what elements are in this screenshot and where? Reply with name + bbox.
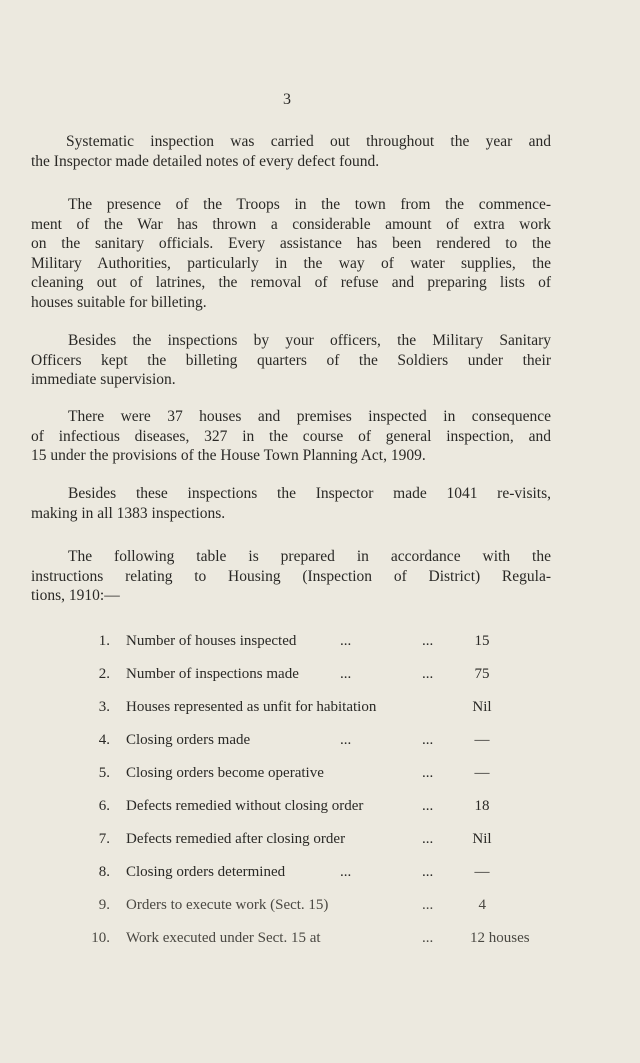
row-leader-dots: ... bbox=[422, 666, 434, 682]
row-leader-dots: ... bbox=[422, 930, 434, 946]
text-line: Besides these inspections the Inspector made 1041 re-visits, bbox=[68, 485, 551, 502]
text-line: The presence of the Troops in the town from the commence- bbox=[68, 196, 551, 213]
text-line: Military Authorities, particularly in the way of water supplies, the bbox=[31, 254, 551, 272]
text-line: making in all 1383 inspections. bbox=[31, 504, 226, 522]
paragraph-troops bbox=[31, 195, 551, 312]
table-row bbox=[80, 666, 560, 688]
text-line: 15 under the provisions of the House Town Planning Act, 1909. bbox=[31, 447, 426, 464]
row-leader-dots: ... bbox=[422, 897, 434, 913]
row-number: 6. bbox=[98, 798, 110, 814]
table-row bbox=[80, 765, 560, 787]
row-value: 12 houses bbox=[470, 930, 530, 946]
row-leader-dots: ... bbox=[340, 666, 352, 682]
page-number: 3 bbox=[283, 91, 291, 108]
row-leader-dots: ... bbox=[340, 633, 352, 649]
row-number: 7. bbox=[98, 831, 110, 847]
row-label: Number of inspections made bbox=[126, 666, 299, 682]
text-line: cleaning out of latrines, the removal of refuse and preparing lists of bbox=[31, 274, 551, 291]
text-line: the Inspector made detailed notes of every defect found. bbox=[31, 152, 380, 170]
table-row bbox=[80, 633, 560, 655]
row-value: 15 bbox=[474, 633, 490, 649]
text-line: of infectious diseases, 327 in the course of general inspection, and bbox=[31, 427, 551, 445]
row-value: 75 bbox=[474, 666, 490, 682]
row-leader-dots: ... bbox=[422, 831, 434, 847]
row-number: 5. bbox=[98, 765, 110, 781]
text-line: on the sanitary officials. Every assistance has been rendered to the bbox=[31, 235, 551, 252]
row-leader-dots: ... bbox=[340, 732, 352, 748]
table-row bbox=[80, 699, 560, 721]
text-line: Officers kept the billeting quarters of the Soldiers under their bbox=[31, 351, 551, 369]
text-line: Besides the inspections by your officers, the Military Sanitary bbox=[68, 332, 551, 349]
paragraph-systematic-inspection bbox=[31, 132, 551, 171]
paragraph-military-sanitary bbox=[31, 331, 551, 390]
row-value: 4 bbox=[478, 897, 486, 913]
row-leader-dots: ... bbox=[422, 633, 434, 649]
text-line: ment of the War has thrown a considerable amount of extra work bbox=[31, 215, 551, 233]
table-row bbox=[80, 930, 560, 952]
table-row bbox=[80, 864, 560, 886]
row-label: Closing orders determined bbox=[126, 864, 286, 880]
row-label: Defects remedied without closing order bbox=[126, 798, 364, 814]
paragraph-revisits bbox=[31, 484, 551, 523]
row-value: Nil bbox=[472, 699, 492, 715]
table-row bbox=[80, 798, 560, 820]
row-leader-dots: ... bbox=[340, 864, 352, 880]
text-line: immediate supervision. bbox=[31, 371, 176, 388]
text-line: There were 37 houses and premises inspected in consequence bbox=[68, 408, 551, 425]
row-label: Closing orders become operative bbox=[126, 765, 324, 781]
row-label: Number of houses inspected bbox=[126, 633, 297, 649]
row-value: Nil bbox=[472, 831, 492, 847]
text-line: The following table is prepared in accordance with the bbox=[68, 548, 551, 565]
row-number: 10. bbox=[91, 930, 110, 946]
row-label: Work executed under Sect. 15 at bbox=[126, 930, 321, 946]
row-number: 3. bbox=[98, 699, 110, 715]
row-leader-dots: ... bbox=[422, 798, 434, 814]
table-row bbox=[80, 897, 560, 919]
row-label: Defects remedied after closing order bbox=[126, 831, 346, 847]
row-number: 8. bbox=[98, 864, 110, 880]
table-row bbox=[80, 732, 560, 754]
text-line: tions, 1910:— bbox=[31, 587, 120, 604]
row-value: — bbox=[474, 732, 490, 748]
row-value: — bbox=[474, 864, 490, 880]
row-value: — bbox=[474, 765, 490, 781]
paragraph-houses-inspected bbox=[31, 407, 551, 466]
text-line: Systematic inspection was carried out throughout the year and bbox=[66, 133, 551, 150]
row-leader-dots: ... bbox=[422, 864, 434, 880]
row-value: 18 bbox=[474, 798, 490, 814]
table-row bbox=[80, 831, 560, 853]
row-leader-dots: ... bbox=[422, 765, 434, 781]
row-number: 2. bbox=[98, 666, 110, 682]
row-number: 4. bbox=[98, 732, 110, 748]
text-line: instructions relating to Housing (Inspection of District) Regula- bbox=[31, 567, 551, 585]
paragraph-table-intro bbox=[31, 547, 551, 606]
row-label: Closing orders made bbox=[126, 732, 251, 748]
row-label: Houses represented as unfit for habitation bbox=[126, 699, 377, 715]
row-leader-dots: ... bbox=[422, 732, 434, 748]
row-number: 9. bbox=[98, 897, 110, 913]
row-number: 1. bbox=[98, 633, 110, 649]
row-label: Orders to execute work (Sect. 15) bbox=[126, 897, 329, 913]
text-line: houses suitable for billeting. bbox=[31, 293, 207, 311]
